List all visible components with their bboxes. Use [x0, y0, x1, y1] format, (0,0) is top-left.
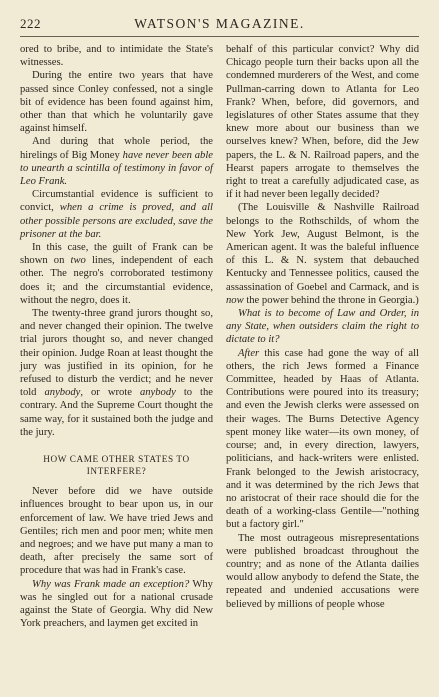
page-number: 222 — [20, 16, 41, 31]
text-columns — [20, 43, 419, 630]
paragraph: In this case, the guilt of Frank can be shown on two lines, independent of each other. The negro's corroborated testimony does it; and the circumstantial evidence, without the negro, does it. — [20, 242, 213, 306]
paragraph: During the entire two years that have passed since Conley confessed, not a single bit of evidence has been found against him, other than that which he voluntarily gave against himself. — [20, 70, 213, 135]
paragraph: The twenty-three grand jurors thought so, and never changed their opinion. The twelve trial jurors thought so, and never changed their opinion. Judge Roan at least thought the jury was justified in its opinion, for he refused to disturb the verdict; and he never told anybody, or wrote anybody to the contrary. And the Supreme Court thought the same way, for it sustained both the judge and the jury. — [20, 308, 213, 438]
paragraph: After this case had gone the way of all others, the rich Jews formed a Finance Committee, headed by Haas of Atlanta. Contributions were poured into its treasury; and even the Jewish clerks were assessed on their wages. The Burns Detective Agency spent money like water—its own money, of course; and, in every direction, lawyers, politicians, and hack-writers were enlisted. Frank belonged to the Jewish aristocracy, and it was determined by the rich Jews that no aristocrat of their race should die for the death of a working-class Gentile—"nothing but a factory girl." — [226, 347, 419, 531]
page-header — [20, 16, 419, 37]
paragraph: What is to become of Law and Order, in any State, when outsiders claim the right to dictate to it? — [226, 308, 419, 346]
paragraph: Never before did we have outside influences brought to bear upon us, in our enforcement of law. We have tried Jews and Gentiles; rich men and poor men; white men and negroes; and we have put many a man to death, after precisely the same sort of procedure that was had in Frank's case. — [20, 486, 213, 577]
paragraph: ored to bribe, and to intimidate the State's witnesses. — [20, 44, 213, 69]
paragraph: Why was Frank made an exception? Why was he singled out for a national crusade against the State of Georgia. Why did New York preachers, and laymen get excited in — [20, 578, 213, 630]
paragraph: The most outrageous misrepresentations were published broadcast throughout the country; and as none of the Atlanta dailies would allow anybody to defend the State, the repeated and undenied accusations were believed by millions of people whose — [226, 532, 419, 610]
left-column — [20, 43, 213, 630]
paragraph: And during that whole period, the hirelings of Big Money have never been able to unearth a scintilla of testimony in favor of Leo Frank. — [20, 136, 213, 188]
paragraph: Circumstantial evidence is sufficient to convict, when a crime is proved, and all other possible persons are excluded, save the prisoner at the bar. — [20, 189, 214, 240]
journal-title: WATSON'S MAGAZINE. — [134, 16, 305, 31]
paragraph: behalf of this particular convict? Why did Chicago people turn their backs upon all the condemned murderers of the West, and come Pullman-carring down to Atlanta for Leo Frank? When, before, did governors, and legislatures of other States assume that they knew more about our business than we ourselves knew? When, before, did the Jew papers, the L. & N. Railroad papers, and the Hearst papers arrogate to themselves the right to treat a carefully adjudicated case, as if it had never been legally decided? — [226, 44, 419, 201]
right-column — [226, 43, 419, 630]
paragraph: (The Louisville & Nashville Railroad belongs to the Rothschilds, of whom the New York Jew, August Belmont, is the American agent. It was the baleful influence of this L. & N. system that debauched Kentucky and Tennessee politics, caused the assassination of Goebel and Carmack, and is now the power behind the throne in Georgia.) — [226, 202, 419, 306]
section-heading: HOW CAME OTHER STATES TO INTERFERE? — [43, 454, 190, 477]
